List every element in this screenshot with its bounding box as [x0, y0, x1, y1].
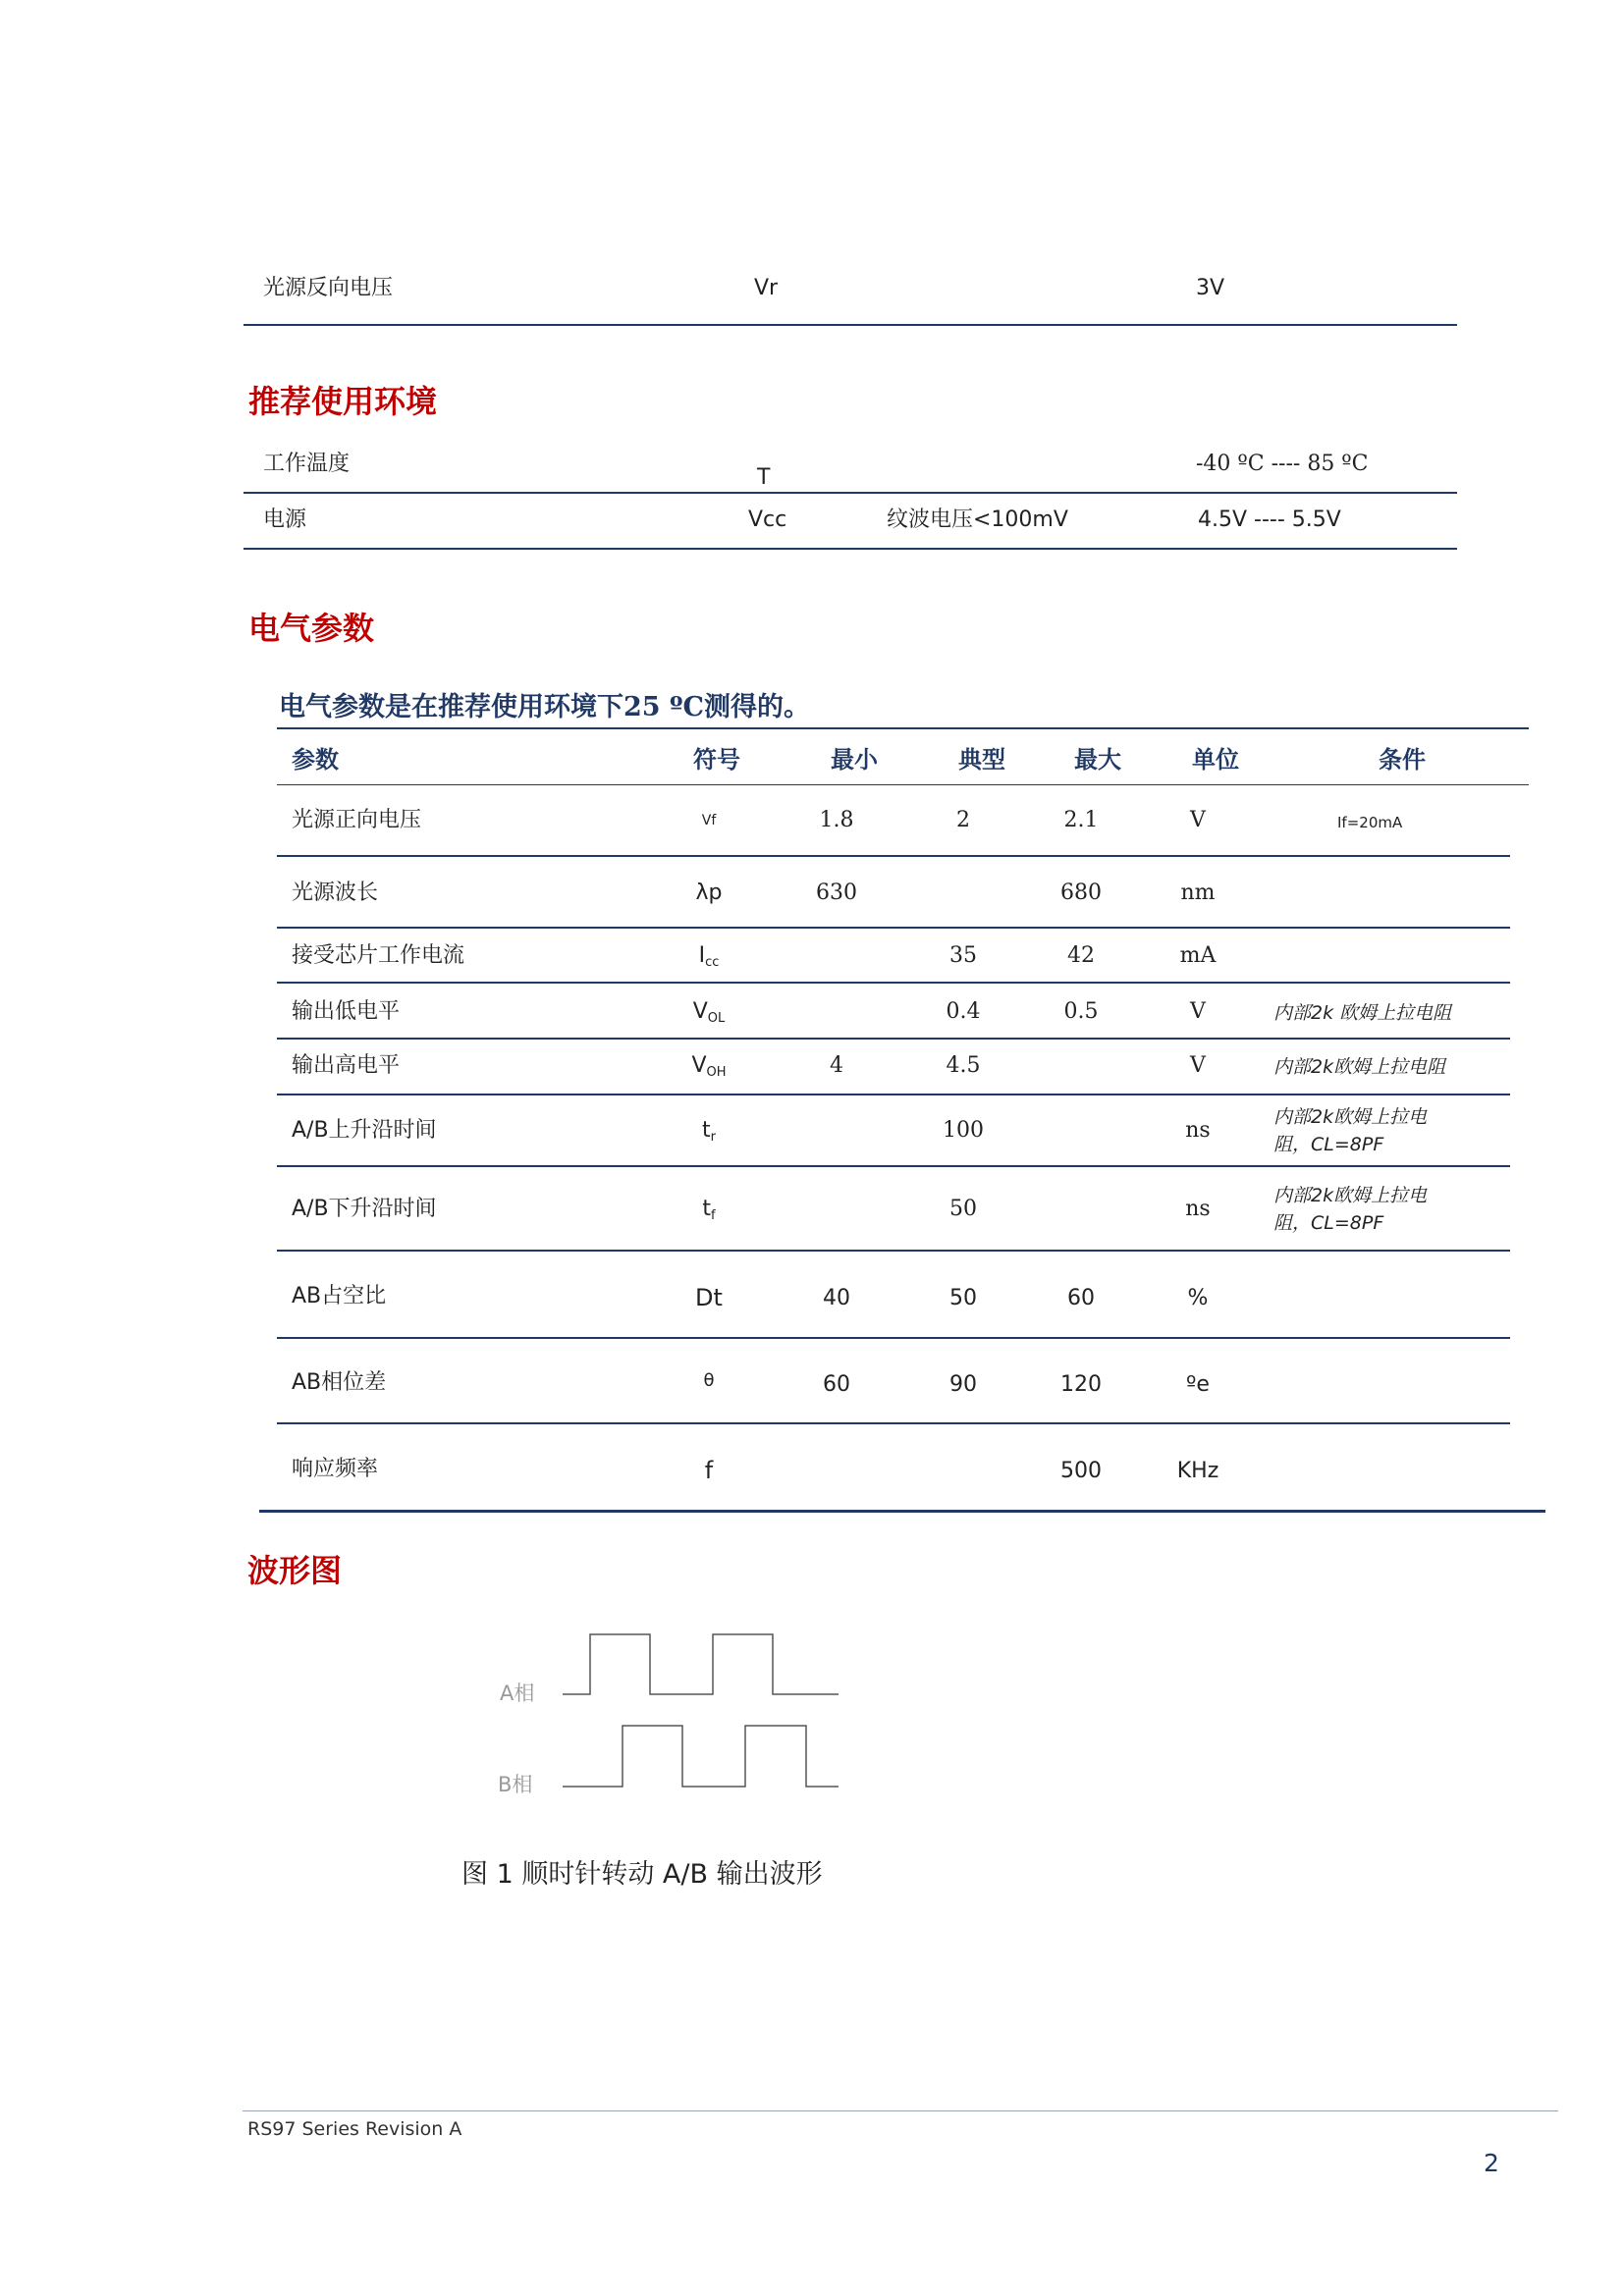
row-vol-unit: V: [1190, 999, 1206, 1024]
row-vol-symbol: [693, 1001, 726, 1025]
row-wavelength-param: 光源波长: [292, 881, 379, 905]
env-row-temp-symbol: T: [757, 465, 771, 490]
col-header-symbol: 符号: [693, 745, 740, 774]
row-tf-cond-line2: 阻，CL=8PF: [1273, 1212, 1384, 1234]
row-freq-unit: KHz: [1176, 1459, 1219, 1483]
row-vf-param: 光源正向电压: [292, 808, 422, 832]
env-row-temp-value: -40 ºC ---- 85 ºC: [1196, 452, 1369, 476]
row-duty-param: AB占空比: [292, 1284, 387, 1308]
row-rule-4: [277, 1038, 1510, 1040]
row-voh-typ: 4.5: [946, 1053, 981, 1078]
row-tf-unit: ns: [1185, 1197, 1211, 1221]
row-rule-1: [277, 855, 1510, 857]
row-voh-symbol: [691, 1055, 726, 1079]
row-vf-typ: 2: [956, 808, 970, 832]
top-table-rule: [244, 324, 1457, 326]
row-vol-max: 0.5: [1063, 999, 1099, 1024]
row-tr-cond-line2: 阻，CL=8PF: [1273, 1134, 1384, 1155]
row-voh-symbol-main: V: [691, 1053, 707, 1078]
top-row-param: 光源反向电压: [263, 276, 394, 300]
row-wavelength-max: 680: [1060, 881, 1102, 905]
top-row-symbol: Vr: [754, 276, 779, 300]
env-row-power-param: 电源: [263, 507, 307, 532]
row-vf-cond: If=20mA: [1337, 814, 1403, 831]
row-duty-symbol: Dt: [695, 1284, 723, 1311]
top-row-value: 3V: [1196, 276, 1225, 300]
row-icc-max: 42: [1067, 943, 1095, 968]
row-voh-min: 4: [830, 1053, 843, 1078]
row-rule-5: [277, 1094, 1510, 1095]
row-voh-unit: V: [1190, 1053, 1206, 1078]
row-tf-typ: 50: [949, 1197, 977, 1221]
env-row-rule-1: [244, 492, 1457, 494]
waveform-b-trace: [563, 1726, 839, 1787]
row-phase-min: 60: [823, 1372, 850, 1397]
footer-rule: [243, 2110, 1558, 2111]
col-header-unit: 单位: [1192, 745, 1239, 774]
col-header-max: 最大: [1074, 745, 1121, 774]
env-row-power-condition: 纹波电压<100mV: [887, 507, 1068, 532]
row-rule-7: [277, 1250, 1510, 1252]
row-wavelength-symbol: λp: [695, 881, 723, 905]
elec-section-title: 电气参数: [248, 610, 375, 647]
row-phase-symbol: θ: [703, 1370, 715, 1391]
col-header-typ: 典型: [958, 745, 1005, 774]
col-header-param: 参数: [292, 745, 339, 774]
col-header-cond: 条件: [1379, 745, 1426, 774]
row-tr-symbol-sub: r: [710, 1130, 716, 1145]
row-tr-cond-line1: 内部2k欧姆上拉电: [1273, 1106, 1428, 1128]
row-phase-max: 120: [1060, 1372, 1102, 1397]
col-header-min: 最小: [831, 745, 878, 774]
env-row-rule-2: [244, 548, 1457, 550]
page-number: 2: [1484, 2149, 1499, 2177]
row-rule-3: [277, 982, 1510, 984]
row-vol-typ: 0.4: [946, 999, 981, 1024]
row-duty-min: 40: [823, 1286, 850, 1310]
row-vf-max: 2.1: [1063, 808, 1099, 832]
env-section-title: 推荐使用环境: [248, 383, 438, 420]
row-duty-unit: %: [1187, 1286, 1209, 1310]
row-tf-cond-line1: 内部2k欧姆上拉电: [1273, 1185, 1428, 1206]
row-icc-symbol-main: I: [698, 943, 706, 968]
row-freq-symbol: f: [704, 1457, 714, 1484]
elec-subtitle-rule: [277, 727, 1529, 729]
row-tf-symbol: [702, 1199, 715, 1222]
row-vol-symbol-main: V: [692, 999, 708, 1024]
row-phase-unit: ºe: [1186, 1372, 1210, 1397]
row-rule-2: [277, 927, 1510, 929]
header-rule: [277, 784, 1529, 785]
row-wavelength-min: 630: [816, 881, 857, 905]
waveform-section-title: 波形图: [247, 1552, 343, 1589]
row-voh-symbol-sub: OH: [706, 1065, 727, 1080]
row-vol-symbol-sub: OL: [707, 1011, 726, 1026]
row-vol-param: 输出低电平: [292, 999, 401, 1024]
row-rule-6: [277, 1165, 1510, 1167]
table-bottom-rule: [259, 1510, 1545, 1513]
row-phase-param: AB相位差: [292, 1370, 387, 1395]
row-tr-symbol: [702, 1120, 716, 1144]
row-freq-param: 响应频率: [292, 1457, 379, 1481]
row-duty-max: 60: [1067, 1286, 1095, 1310]
row-wavelength-unit: nm: [1180, 881, 1216, 905]
row-voh-param: 输出高电平: [292, 1053, 401, 1078]
row-duty-typ: 50: [949, 1286, 977, 1310]
row-vf-min: 1.8: [819, 808, 854, 832]
row-rule-8: [277, 1337, 1510, 1339]
row-voh-cond: 内部2k欧姆上拉电阻: [1273, 1056, 1446, 1078]
row-tr-typ: 100: [943, 1118, 984, 1143]
env-row-power-value: 4.5V ---- 5.5V: [1198, 507, 1341, 532]
row-tr-param: A/B上升沿时间: [292, 1118, 437, 1143]
row-icc-typ: 35: [949, 943, 977, 968]
waveform-diagram: [491, 1620, 864, 1816]
env-row-temp-param: 工作温度: [263, 452, 351, 476]
elec-section-subtitle: 电气参数是在推荐使用环境下25 ºC测得的。: [279, 692, 810, 722]
row-tf-param: A/B下升沿时间: [292, 1197, 437, 1221]
row-freq-max: 500: [1060, 1459, 1102, 1483]
row-icc-unit: mA: [1179, 943, 1217, 968]
row-tr-unit: ns: [1185, 1118, 1211, 1143]
row-vol-cond: 内部2k 欧姆上拉电阻: [1273, 1002, 1452, 1024]
waveform-caption: 图 1 顺时针转动 A/B 输出波形: [461, 1859, 823, 1890]
row-icc-param: 接受芯片工作电流: [292, 943, 465, 968]
row-rule-9: [277, 1422, 1510, 1424]
row-vf-unit: V: [1190, 808, 1206, 832]
row-vf-symbol: Vf: [701, 813, 717, 828]
row-tr-symbol-main: t: [702, 1118, 711, 1143]
env-row-power-symbol: Vcc: [748, 507, 787, 532]
waveform-label-b: B相: [498, 1773, 533, 1796]
waveform-label-a: A相: [500, 1682, 535, 1705]
row-tf-symbol-sub: f: [711, 1208, 716, 1223]
row-icc-symbol-sub: cc: [705, 955, 720, 970]
row-icc-symbol: [699, 945, 720, 969]
waveform-a-trace: [563, 1634, 839, 1694]
footer-series: RS97 Series Revision A: [247, 2118, 462, 2140]
row-tf-symbol-main: t: [702, 1197, 712, 1221]
row-phase-typ: 90: [949, 1372, 977, 1397]
